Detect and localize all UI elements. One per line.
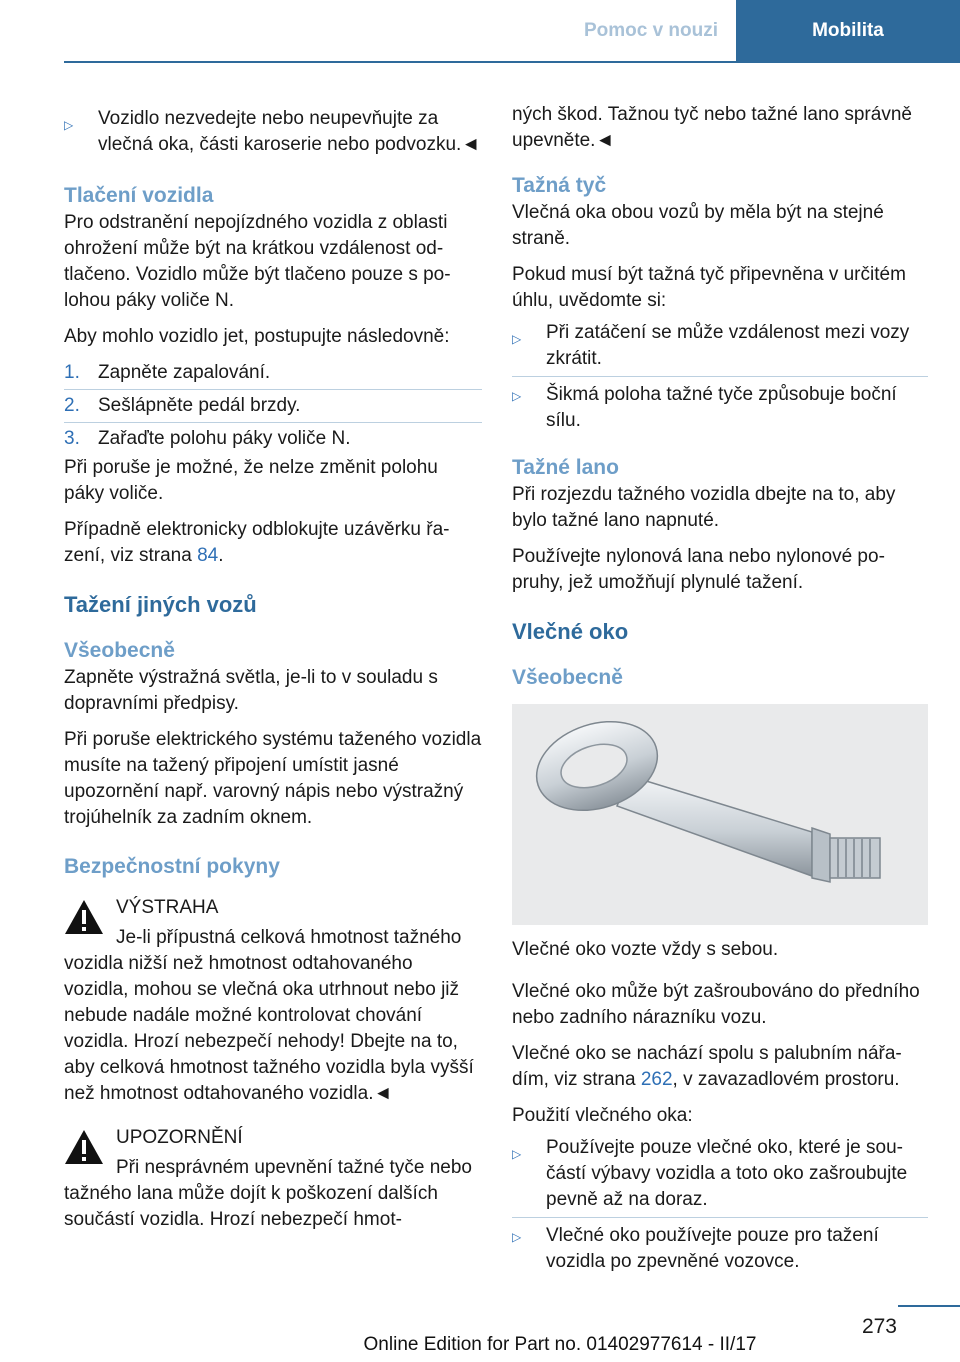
paragraph: Aby mohlo vozidlo jet, postupujte následovně:	[64, 326, 450, 347]
paragraph: Při rozjezdu tažného vozidla dbejte na to, aby bylo tažné lano napnuté.	[512, 484, 896, 531]
paragraph: Při poruše elektrického systému taženého vozidla musíte na tažený připojení umístit jasné upozornění např. varovný nápis nebo výstražný trojúhelník za zadním oknem.	[64, 729, 482, 828]
warning-triangle-icon	[64, 1129, 104, 1165]
heading-tlaceni: Tlačení vozidla	[64, 184, 214, 207]
heading-bezpecnost: Bezpečnostní pokyny	[64, 855, 280, 878]
heading-vseobecne: Všeobecně	[512, 666, 623, 689]
footer-rule	[898, 1305, 960, 1307]
step-list	[64, 360, 482, 455]
list-item: ▷ Vlečné oko používejte pouze pro tažení vozidla po zpevněné vozovce.	[512, 1217, 928, 1279]
header-rule	[64, 61, 960, 63]
heading-vlecne-oko: Vlečné oko	[512, 619, 629, 644]
tab-pomoc-v-nouzi[interactable]: Pomoc v nouzi	[583, 20, 719, 41]
warning-text: Je-li přípustná celková hmotnost tažného vozidla nižší než hmotnost odtahovaného vozidla, mohou se vlečná oka utrhnout nebo již nebude nadále možné kontrolovat chování vozidla. Hrozí nebezpečí nehody! Dbejte na to, aby celková hmotnost tažného vozidla byla vyšší než hmotnost odtahovaného vozidla.◄	[64, 927, 474, 1104]
page-link-84[interactable]: 84	[197, 545, 219, 566]
right-column	[512, 102, 928, 1279]
paragraph: Vlečné oko může být zašroubováno do předního nebo zadního nárazníku vozu.	[512, 981, 920, 1028]
triangle-bullet-icon: ▷	[512, 1147, 522, 1161]
list-item: ▷ Při zatáčení se může vzdálenost mezi vozy zkrátit.	[512, 322, 910, 369]
paragraph: Používejte nylonová lana nebo nylonové popruhy, jež umožňují plynulé tažení.	[512, 546, 885, 593]
paragraph: Při poruše je možné, že nelze změnit polohu páky voliče.	[64, 457, 438, 504]
paragraph: Zapněte výstražná světla, je-li to v souladu s dopravními předpisy.	[64, 667, 438, 714]
paragraph: Vlečné oko vozte vždy s sebou.	[512, 939, 779, 960]
tab-mobilita[interactable]: Mobilita	[736, 0, 960, 62]
triangle-bullet-icon: ▷	[512, 332, 522, 346]
paragraph: Případně elektronicky odblokujte uzávěrku řazení, viz strana 84.	[64, 519, 450, 566]
paragraph: ných škod. Tažnou tyč nebo tažné lano správně upevněte.◄	[512, 104, 912, 151]
bullet-list	[512, 320, 928, 438]
warning-title: VÝSTRAHA	[116, 897, 219, 918]
heading-vseobecne: Všeobecně	[64, 639, 175, 662]
paragraph: Použití vlečného oka:	[512, 1105, 693, 1126]
caution-text: Při nesprávném upevnění tažné tyče nebo tažného lana může dojít k poškození dalších součástí vozidla. Hrozí nebezpečí hmot-	[64, 1157, 472, 1230]
paragraph: Vlečné oko se nachází spolu s palubním nářadím, viz strana 262, v zavazadlovém prostoru.	[512, 1043, 902, 1090]
triangle-bullet-icon: ▷	[64, 118, 74, 132]
warning-triangle-icon	[64, 899, 104, 935]
caution-block	[64, 1125, 482, 1233]
list-item: ▷ Používejte pouze vlečné oko, které je součástí výbavy vozidla a toto oko zašroubujte pevně až na doraz.	[512, 1137, 908, 1210]
heading-tazna-tyc: Tažná tyč	[512, 174, 607, 197]
triangle-bullet-icon: ▷	[512, 389, 522, 403]
paragraph: Pro odstranění nepojízdného vozidla z oblasti ohrožení může být na krátkou vzdálenost odtlačeno. Vozidlo může být tlačeno pouze s polohou páky voliče N.	[64, 212, 451, 311]
page-link-262[interactable]: 262	[640, 1069, 673, 1090]
paragraph: Vlečná oka obou vozů by měla být na stejné straně.	[512, 202, 884, 249]
bullet-list	[512, 1135, 928, 1279]
triangle-bullet-icon: ▷	[512, 1230, 522, 1244]
heading-tazeni: Tažení jiných vozů	[64, 592, 257, 617]
page-number: 273	[861, 1315, 897, 1338]
tow-eye-illustration	[512, 704, 928, 925]
bullet-list	[64, 106, 482, 162]
paragraph: Pokud musí být tažná tyč připevněna v určitém úhlu, uvědomte si:	[512, 264, 906, 311]
heading-tazne-lano: Tažné lano	[512, 456, 619, 479]
list-item: ▷ Vozidlo nezvedejte nebo neupevňujte za vlečná oka, části karoserie nebo podvozku.◄	[64, 108, 481, 155]
list-item: 1. Zapněte zapalování.	[64, 362, 271, 383]
list-item: ▷ Šikmá poloha tažné tyče způsobuje boční sílu.	[512, 376, 928, 438]
caution-title: UPOZORNĚNÍ	[116, 1127, 243, 1148]
tow-eye-icon	[512, 704, 928, 925]
list-item: 2. Sešlápněte pedál brzdy.	[64, 389, 482, 422]
left-column	[64, 102, 482, 1233]
edition-footer: Online Edition for Part no. 01402977614 - II/17	[363, 1334, 757, 1355]
list-item: 3. Zařaďte polohu páky voliče N.	[64, 422, 482, 455]
warning-block	[64, 895, 482, 1107]
